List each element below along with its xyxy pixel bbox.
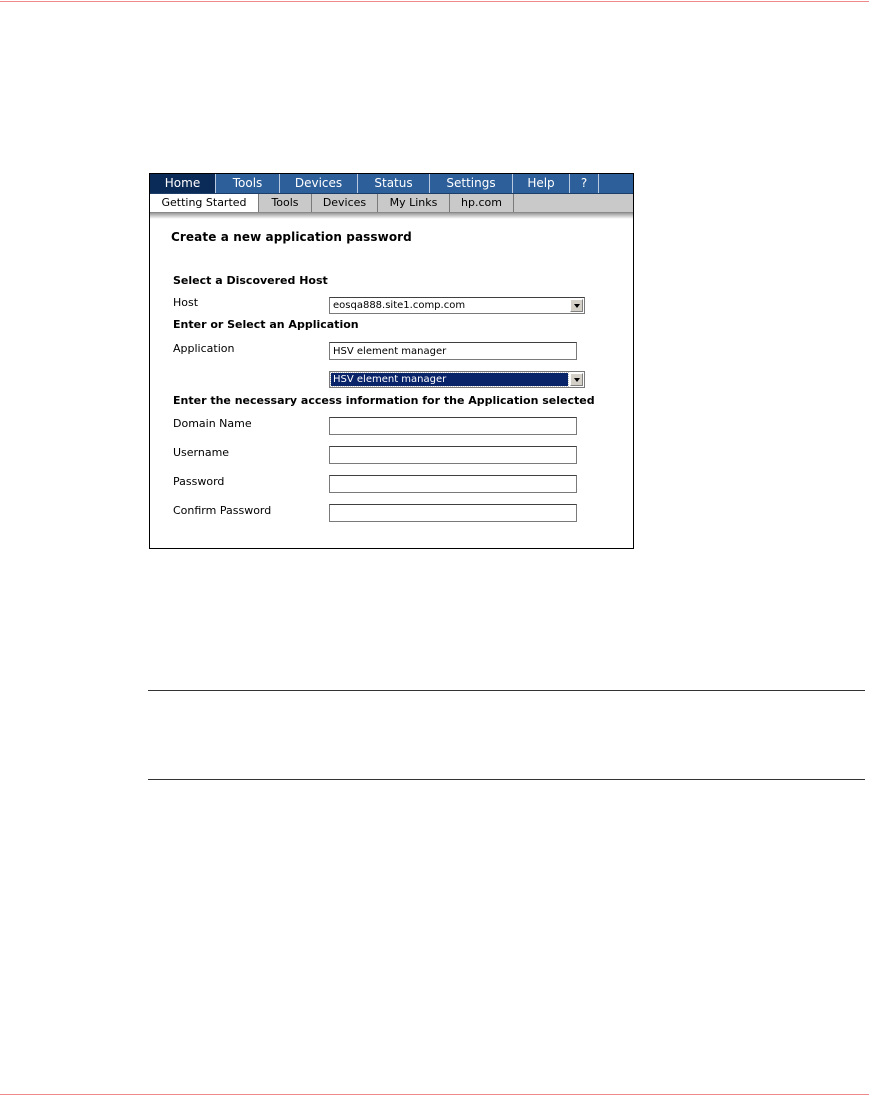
form-area <box>150 219 633 549</box>
access-section-heading: Enter the necessary access information for the Application selected <box>173 394 595 407</box>
host-select-value: eosqa888.site1.comp.com <box>333 300 466 311</box>
tab-status[interactable]: Status <box>358 174 430 193</box>
confirm-password-label: Confirm Password <box>173 504 272 517</box>
note-top-divider <box>148 690 865 691</box>
password-field[interactable] <box>329 475 577 493</box>
host-section-heading: Select a Discovered Host <box>173 274 328 287</box>
tab-devices[interactable]: Devices <box>280 174 358 193</box>
username-label: Username <box>173 446 230 459</box>
page-title: Create a new application password <box>171 230 412 244</box>
application-select[interactable] <box>329 371 585 388</box>
subtab-devices[interactable]: Devices <box>312 194 378 212</box>
host-select[interactable] <box>329 297 585 314</box>
page-bottom-rule <box>0 1094 869 1095</box>
tab-home[interactable]: Home <box>150 174 216 193</box>
application-label: Application <box>173 342 235 355</box>
subtab-tools[interactable]: Tools <box>259 194 312 212</box>
host-label: Host <box>173 296 199 309</box>
chevron-down-icon[interactable] <box>570 299 583 312</box>
tab-question[interactable]: ? <box>570 174 599 193</box>
secondary-nav <box>150 194 633 213</box>
app-section-heading: Enter or Select an Application <box>173 318 359 331</box>
page-top-rule <box>0 1 869 2</box>
domain-name-field[interactable] <box>329 417 577 435</box>
application-select-value: HSV element manager <box>331 373 568 386</box>
application-input[interactable] <box>329 342 577 360</box>
chevron-down-icon[interactable] <box>570 373 583 386</box>
subtab-hp-com[interactable]: hp.com <box>450 194 514 212</box>
tab-tools[interactable]: Tools <box>216 174 280 193</box>
tab-help[interactable]: Help <box>513 174 570 193</box>
subtab-my-links[interactable]: My Links <box>378 194 450 212</box>
tab-settings[interactable]: Settings <box>430 174 513 193</box>
subtab-getting-started[interactable]: Getting Started <box>150 194 259 212</box>
password-label: Password <box>173 475 225 488</box>
primary-nav <box>150 174 633 194</box>
note-bottom-divider <box>148 779 865 780</box>
confirm-password-field[interactable] <box>329 504 577 522</box>
username-field[interactable] <box>329 446 577 464</box>
domain-name-label: Domain Name <box>173 417 252 430</box>
app-window <box>149 173 634 549</box>
